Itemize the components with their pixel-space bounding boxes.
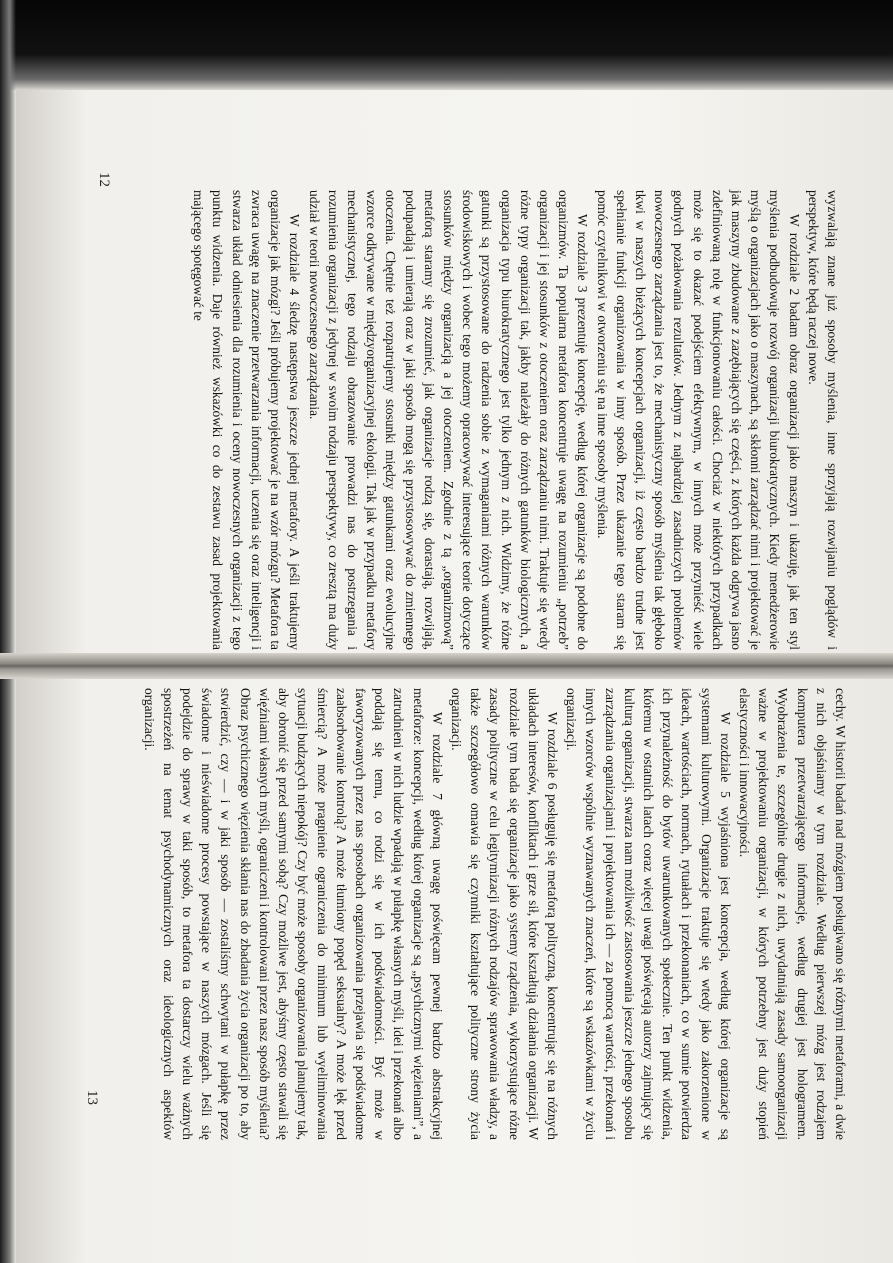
paragraph: cechy. W historii badań nad mózgiem posługiwano się różnymi metaforami, a dwie z nich objaśniamy w tym rozdziale. Według pierwszej mózg jest rodzajem komputera przetwarzającego informacje, według drugiej jest hologramem. Wyobrażenia te, szczególnie drugie z nich, uwydatniają zasady samoorganizacji ważne w projektowaniu organizacji, w których potrzebny jest duży stopień elastyczności i innowacyjności.: [736, 688, 848, 1140]
paragraph: W rozdziale 3 prezentuję koncepcję, według której organizacje są podobne do organizmów. Ta popularna metafora koncentruje uwagę na rozumieniu „potrzeb” organizacji i jej stosunków z otoczeniem oraz zarządzaniu nimi. Traktuje się wtedy różne typy organizacji tak, jakby należały do różnych gatunków biologicznych, a organizacja typu biurokratycznego jest tylko jednym z nich. Widzimy, że różne gatunki są przystosowane do radzenia sobie z wymaganiami różnych warunków środowiskowych i wobec tego możemy opracowywać interesujące teorie dotyczące stosunków między organizacją a jej otoczeniem. Zgodnie z tą „organizmową” metaforą staramy się zrozumieć, jak organizacje rodzą się, dorastają, rozwijają, podupadają i umierają oraz w jaki sposób mogą się przystosowywać do zmiennego otoczenia. Chętnie też rozpatrujemy stosunki między gatunkami oraz ewolucyjne wzorce odkrywane w międzyorganizacyjnej ekologii. Tak jak w przypadku metafory mechanistycznej, tego rodzaju obrazowanie prowadzi nas do postrzegania i rozumienia organizacji z jedynej w swoim rodzaju perspektywy, co zresztą ma duży udział w teorii nowoczesnego zarządzania.: [306, 190, 591, 650]
scanner-shadow-left: [0, 0, 16, 1263]
scanner-shadow-top: [0, 0, 893, 90]
paragraph: W rozdziale 4 śledzę następstwa jeszcze jednej metafory. A jeśli traktujemy organizacje jak mózgi? Jeśli próbujemy projektować je na wzór mózgu? Metafora ta zwraca uwagę na znaczenie przetwarzania informacji, uczenia się oraz inteligencji i stwarza układ odniesienia dla rozumienia i oceny nowoczesnych organizacji z tego punktu widzenia. Daje również wskazówki co do zestawu zasad projektowania mającego spotęgować te: [191, 190, 303, 650]
book-gutter: [0, 653, 893, 679]
page-13-text: [105, 688, 850, 1140]
page-number-right: 13: [84, 1090, 100, 1105]
page-12-text: [107, 190, 842, 650]
page-number-left: 12: [96, 172, 112, 187]
paragraph: W rozdziale 5 wyjaśniona jest koncepcja, według której organizacje są systemami kulturowymi. Organizacje traktuje się wtedy jako zakorzenione w ideach, wartościach, normach, rytuałach i przekonaniach, co w sumie potwierdza ich przynależność do bytów uwarunkowanych społecznie. Ten punkt widzenia, któremu w ostatnich latach coraz więcej uwagi poświęcają autorzy zajmujący się kulturą organizacji, stwarza nam możliwość zastosowania jeszcze jednego sposobu zarządzania organizacjami i projektowania ich — za pomocą wartości, przekonań i innych wzorców wspólnie wyznawanych znaczeń, które są wskazówkami w życiu organizacji.: [564, 688, 733, 1140]
paragraph: W rozdziale 6 posługuję się metaforą polityczną, koncentrując się na różnych układach interesów, konfliktach i grze sił, które kształtują działania organizacji. W rozdziale tym bada się organizacje jako systemy rządzenia, wykorzystujące różne zasady polityczne w celu legitymizacji różnych rodzajów sprawowania władzy, a także szczegółowo omawia się czynniki kształtujące polityczne strony życia organizacji.: [448, 688, 560, 1140]
paragraph: W rozdziale 7 główną uwagę poświęcam pewnej bardzo abstrakcyjnej metaforze: koncepcji, według której organizacje są „psychicznymi więzieniami”, a zatrudnieni w nich ludzie wpadają w pułapkę własnych myśli, idei i przekonań albo poddają się temu, co rodzi się w ich podświadomości. Być może w faworyzowanych przez nas sposobach organizowania przejawia się podświadome zaabsorbowanie kontrolą? A może tłumiony popęd seksualny? A może lęk przed śmiercią? A może pragnienie ograniczenia do minimum lub wyeliminowania sytuacji budzących niepokój? Czy być może sposoby organizowania planujemy tak, aby obronić się przed samymi sobą? Czy możliwe jest, abyśmy często stawali się więźniami własnych myśli, ograniczeni i kontrolowani przez nasz sposób myślenia? Obraz psychicznego więzienia skłania nas do zbadania życia organizacji po to, aby stwierdzić, czy — i w jaki sposób — zostaliśmy schwytani w pułapkę przez świadome i nieświadome procesy powstające w naszych mózgach. Jeśli się podejdzie do sprawy w taki sposób, to metafora ta dostarczy wielu ważnych spostrzeżeń na temat psychodynamicznych oraz ideologicznych aspektów organizacji.: [141, 688, 445, 1140]
paragraph: W rozdziale 2 badam obraz organizacji jako maszyn i ukazuję, jak ten styl myślenia podbudowuje rozwój organizacji biurokratycznych. Kiedy menedżerowie myślą o organizacjach jako o maszynach, są skłonni zarządzać nimi i projektować je jak maszyny zbudowane z zazębiających się części, z których każda odgrywa jasno zdefiniowaną rolę w funkcjonowaniu całości. Chociaż w niektórych przypadkach może się to okazać podejściem efektywnym, w innych może przynieść wiele godnych pożałowania rezultatów. Jednym z najbardziej zasadniczych problemów nowoczesnego zarządzania jest to, że mechanistyczny sposób myślenia tak głęboko tkwi w naszych bieżących koncepcjach organizacji, iż często bardzo trudne jest spełnianie funkcji organizowania w inny sposób. Przez ukazanie tego staram się pomóc czytelnikowi w otworzeniu się na inne sposoby myślenia.: [594, 190, 802, 650]
paragraph: wyzwalają znane już sposoby myślenia, inne sprzyjają rozwijaniu poglądów i perspektyw, które będą raczej nowe.: [805, 190, 840, 650]
